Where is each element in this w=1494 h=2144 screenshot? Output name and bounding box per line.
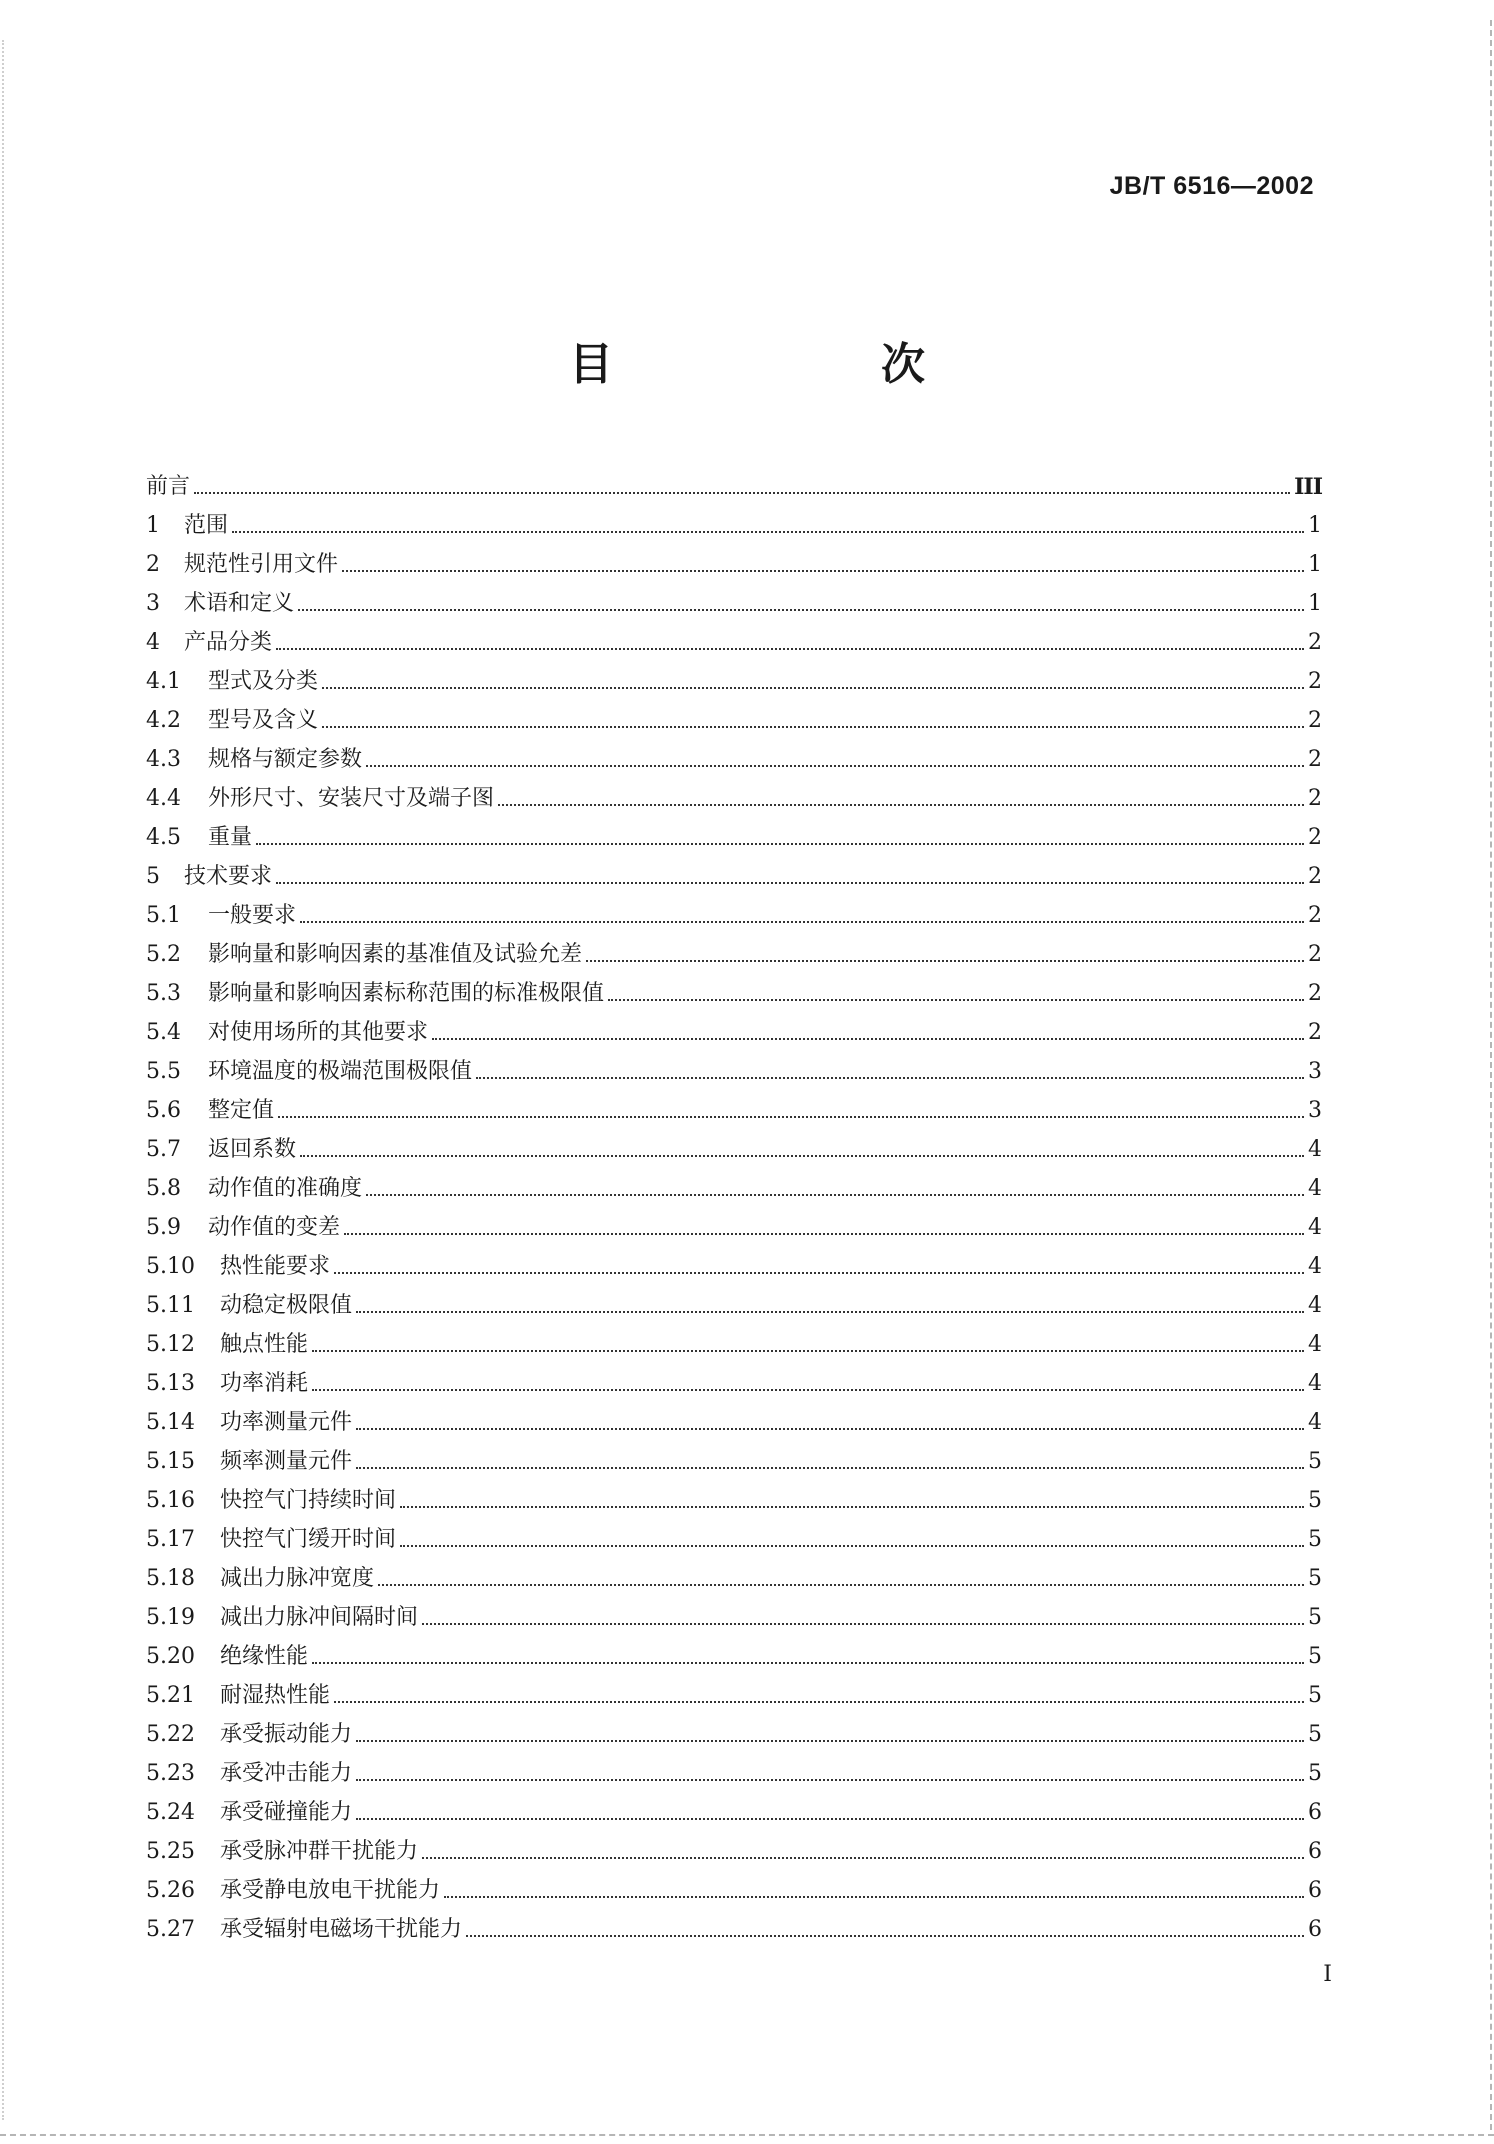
toc-leader-dots xyxy=(356,1779,1304,1781)
toc-leader-dots xyxy=(334,1701,1304,1703)
toc-entry-title: 型式及分类 xyxy=(208,669,319,694)
toc-entry-page: 1 xyxy=(1308,513,1322,538)
toc-entry-page: 5 xyxy=(1308,1644,1322,1669)
toc-leader-dots xyxy=(356,1818,1304,1820)
toc-entry-title: 承受辐射电磁场干扰能力 xyxy=(220,1917,463,1942)
toc-entry xyxy=(146,1554,1322,1593)
toc-entry-page: 2 xyxy=(1308,630,1322,655)
toc-leader-dots xyxy=(278,1116,1304,1118)
toc-entry-title: 承受冲击能力 xyxy=(220,1761,353,1786)
toc-entry-page: 5 xyxy=(1308,1488,1322,1513)
toc-entry-page: 4 xyxy=(1308,1371,1322,1396)
toc-leader-dots xyxy=(356,1740,1304,1742)
toc-entry-number: 5.6 xyxy=(146,1098,181,1123)
toc-entry xyxy=(146,774,1322,813)
standard-code: JB/T 6516—2002 xyxy=(1109,172,1314,200)
toc-entry-number: 5.3 xyxy=(146,981,181,1006)
toc-entry-title: 快控气门持续时间 xyxy=(220,1488,397,1513)
toc-entry-number: 4.3 xyxy=(146,747,181,772)
toc-leader-dots xyxy=(276,648,1304,650)
toc-leader-dots xyxy=(344,1233,1304,1235)
toc-leader-dots xyxy=(586,960,1304,962)
toc-entry-page: 2 xyxy=(1308,903,1322,928)
toc-leader-dots xyxy=(422,1623,1304,1625)
toc-entry-number: 3 xyxy=(146,591,160,616)
toc-entry xyxy=(146,969,1322,1008)
toc-entry-page: 6 xyxy=(1308,1878,1322,1903)
toc-entry xyxy=(146,1047,1322,1086)
toc-entry-title: 返回系数 xyxy=(208,1137,297,1162)
toc-entry-page: 5 xyxy=(1308,1605,1322,1630)
toc-leader-dots xyxy=(366,1194,1304,1196)
toc-leader-dots xyxy=(276,882,1304,884)
toc-leader-dots xyxy=(322,726,1304,728)
toc-entry-title: 环境温度的极端范围极限值 xyxy=(208,1059,473,1084)
toc-entry xyxy=(146,1437,1322,1476)
toc-entry xyxy=(146,1203,1322,1242)
toc-entry xyxy=(146,930,1322,969)
toc-entry-number: 5.11 xyxy=(146,1293,195,1318)
toc-entry-number: 5.17 xyxy=(146,1527,195,1552)
toc-entry xyxy=(146,813,1322,852)
toc-entry-number: 5 xyxy=(146,864,160,889)
toc-entry xyxy=(146,1749,1322,1788)
toc-entry xyxy=(146,735,1322,774)
toc-leader-dots xyxy=(312,1350,1304,1352)
toc-entry-title: 技术要求 xyxy=(184,864,273,889)
toc-entry-page: 5 xyxy=(1308,1527,1322,1552)
toc-entry-title: 承受振动能力 xyxy=(220,1722,353,1747)
toc-entry xyxy=(146,1359,1322,1398)
toc-entry-page: 4 xyxy=(1308,1293,1322,1318)
toc-leader-dots xyxy=(334,1272,1304,1274)
toc-entry-number: 4.4 xyxy=(146,786,181,811)
toc-entry xyxy=(146,1671,1322,1710)
toc-entry-page: 4 xyxy=(1308,1215,1322,1240)
toc-entry-page: 2 xyxy=(1308,825,1322,850)
toc-leader-dots xyxy=(356,1467,1304,1469)
toc-entry-number: 5.21 xyxy=(146,1683,195,1708)
toc-entry xyxy=(146,579,1322,618)
toc-entry-number: 5.19 xyxy=(146,1605,195,1630)
toc-entry-title: 绝缘性能 xyxy=(220,1644,309,1669)
toc-entry xyxy=(146,1125,1322,1164)
toc-entry-page: 4 xyxy=(1308,1176,1322,1201)
toc-entry-page: 5 xyxy=(1308,1566,1322,1591)
toc-entry-title: 触点性能 xyxy=(220,1332,309,1357)
toc-entry xyxy=(146,1788,1322,1827)
toc-entry xyxy=(146,1476,1322,1515)
toc-leader-dots xyxy=(256,843,1304,845)
toc-leader-dots xyxy=(342,570,1304,572)
toc-entry-title: 前言 xyxy=(146,474,191,499)
toc-entry-number: 2 xyxy=(146,552,160,577)
toc-entry-number: 5.4 xyxy=(146,1020,181,1045)
toc-leader-dots xyxy=(608,999,1304,1001)
toc-leader-dots xyxy=(322,687,1304,689)
toc-entry-number: 5.1 xyxy=(146,903,181,928)
toc-leader-dots xyxy=(498,804,1304,806)
toc-entry-title: 术语和定义 xyxy=(184,591,295,616)
toc-entry-title: 型号及含义 xyxy=(208,708,319,733)
toc-leader-dots xyxy=(232,531,1304,533)
toc-entry xyxy=(146,1593,1322,1632)
toc-entry-page: 6 xyxy=(1308,1800,1322,1825)
toc-entry-number: 4.1 xyxy=(146,669,181,694)
toc-entry-number: 4 xyxy=(146,630,160,655)
toc-entry-title: 功率测量元件 xyxy=(220,1410,353,1435)
toc-leader-dots xyxy=(194,492,1290,494)
toc-entry-page: 4 xyxy=(1308,1137,1322,1162)
toc-entry-title: 外形尺寸、安装尺寸及端子图 xyxy=(208,786,495,811)
toc-entry-number: 5.16 xyxy=(146,1488,195,1513)
toc-entry-number: 5.7 xyxy=(146,1137,181,1162)
toc-entry-title: 动作值的准确度 xyxy=(208,1176,363,1201)
toc-leader-dots xyxy=(356,1428,1304,1430)
toc-leader-dots xyxy=(466,1935,1304,1937)
toc-entry xyxy=(146,891,1322,930)
toc-entry xyxy=(146,657,1322,696)
toc-entry xyxy=(146,1710,1322,1749)
toc-leader-dots xyxy=(298,609,1304,611)
toc-entry-page: 1 xyxy=(1308,591,1322,616)
toc-entry-page: 2 xyxy=(1308,942,1322,967)
toc-entry-number: 5.15 xyxy=(146,1449,195,1474)
toc-entry-number: 5.10 xyxy=(146,1254,195,1279)
table-of-contents xyxy=(146,462,1322,1944)
toc-entry xyxy=(146,1008,1322,1047)
toc-entry-title: 承受脉冲群干扰能力 xyxy=(220,1839,419,1864)
toc-entry-page: 3 xyxy=(1308,1059,1322,1084)
toc-entry xyxy=(146,1242,1322,1281)
toc-entry-number: 5.8 xyxy=(146,1176,181,1201)
toc-entry xyxy=(146,1398,1322,1437)
toc-entry-title: 一般要求 xyxy=(208,903,297,928)
toc-entry-page: 4 xyxy=(1308,1410,1322,1435)
toc-leader-dots xyxy=(356,1311,1304,1313)
toc-entry-page: 4 xyxy=(1308,1332,1322,1357)
toc-leader-dots xyxy=(476,1077,1304,1079)
toc-entry-number: 5.18 xyxy=(146,1566,195,1591)
scan-edge-bottom xyxy=(0,2134,1494,2136)
toc-entry xyxy=(146,696,1322,735)
toc-entry xyxy=(146,1281,1322,1320)
toc-entry-number: 5.22 xyxy=(146,1722,195,1747)
toc-entry-title: 热性能要求 xyxy=(220,1254,331,1279)
toc-entry-title: 对使用场所的其他要求 xyxy=(208,1020,429,1045)
toc-entry-page: 2 xyxy=(1308,786,1322,811)
toc-entry-number: 5.9 xyxy=(146,1215,181,1240)
toc-entry-title: 影响量和影响因素标称范围的标准极限值 xyxy=(208,981,605,1006)
toc-entry-number: 4.2 xyxy=(146,708,181,733)
toc-entry-number: 5.5 xyxy=(146,1059,181,1084)
toc-entry-title: 承受碰撞能力 xyxy=(220,1800,353,1825)
toc-entry xyxy=(146,852,1322,891)
toc-leader-dots xyxy=(432,1038,1304,1040)
toc-title: 目 次 xyxy=(569,339,985,390)
toc-entry-title: 减出力脉冲宽度 xyxy=(220,1566,375,1591)
toc-entry-number: 4.5 xyxy=(146,825,181,850)
toc-entry xyxy=(146,501,1322,540)
toc-entry-title: 动稳定极限值 xyxy=(220,1293,353,1318)
toc-entry-number: 5.2 xyxy=(146,942,181,967)
toc-entry-number: 5.20 xyxy=(146,1644,195,1669)
toc-entry-title: 产品分类 xyxy=(184,630,273,655)
toc-entry xyxy=(146,1164,1322,1203)
toc-entry xyxy=(146,1866,1322,1905)
toc-entry-number: 5.14 xyxy=(146,1410,195,1435)
toc-entry-number: 1 xyxy=(146,513,160,538)
toc-entry-number: 5.27 xyxy=(146,1917,195,1942)
toc-entry-number: 5.12 xyxy=(146,1332,195,1357)
toc-entry-title: 快控气门缓开时间 xyxy=(220,1527,397,1552)
toc-entry-number: 5.24 xyxy=(146,1800,195,1825)
toc-entry-title: 规范性引用文件 xyxy=(184,552,339,577)
toc-entry-title: 功率消耗 xyxy=(220,1371,309,1396)
toc-leader-dots xyxy=(312,1662,1304,1664)
toc-entry-page: 5 xyxy=(1308,1683,1322,1708)
toc-entry xyxy=(146,1905,1322,1944)
toc-entry xyxy=(146,618,1322,657)
toc-entry-number: 5.13 xyxy=(146,1371,195,1396)
toc-entry xyxy=(146,540,1322,579)
toc-leader-dots xyxy=(366,765,1304,767)
page-number: I xyxy=(1323,1962,1332,1987)
toc-entry-number: 5.23 xyxy=(146,1761,195,1786)
toc-leader-dots xyxy=(400,1545,1304,1547)
toc-entry-title: 耐湿热性能 xyxy=(220,1683,331,1708)
toc-entry-page: 1 xyxy=(1308,552,1322,577)
toc-entry xyxy=(146,1827,1322,1866)
toc-entry-title: 规格与额定参数 xyxy=(208,747,363,772)
toc-entry-page: 5 xyxy=(1308,1722,1322,1747)
toc-entry xyxy=(146,1086,1322,1125)
toc-entry-title: 范围 xyxy=(184,513,229,538)
toc-entry-page: 2 xyxy=(1308,669,1322,694)
toc-entry-number: 5.25 xyxy=(146,1839,195,1864)
toc-entry-page: 2 xyxy=(1308,708,1322,733)
toc-entry-title: 动作值的变差 xyxy=(208,1215,341,1240)
toc-entry-page: 6 xyxy=(1308,1917,1322,1942)
toc-entry-number: 5.26 xyxy=(146,1878,195,1903)
toc-entry-title: 频率测量元件 xyxy=(220,1449,353,1474)
toc-entry-page: 3 xyxy=(1308,1098,1322,1123)
toc-entry xyxy=(146,462,1322,501)
toc-entry xyxy=(146,1320,1322,1359)
toc-entry-page: 2 xyxy=(1308,1020,1322,1045)
toc-leader-dots xyxy=(378,1584,1304,1586)
toc-entry-page: 6 xyxy=(1308,1839,1322,1864)
toc-leader-dots xyxy=(444,1896,1304,1898)
toc-entry-title: 承受静电放电干扰能力 xyxy=(220,1878,441,1903)
toc-entry xyxy=(146,1515,1322,1554)
toc-entry-title: 重量 xyxy=(208,825,253,850)
toc-leader-dots xyxy=(300,1155,1304,1157)
toc-entry-page: 5 xyxy=(1308,1761,1322,1786)
toc-entry-page: 2 xyxy=(1308,981,1322,1006)
toc-leader-dots xyxy=(300,921,1304,923)
toc-leader-dots xyxy=(312,1389,1304,1391)
toc-entry-title: 整定值 xyxy=(208,1098,275,1123)
toc-entry-title: 影响量和影响因素的基准值及试验允差 xyxy=(208,942,583,967)
toc-entry-page: 2 xyxy=(1308,864,1322,889)
toc-entry-title: 减出力脉冲间隔时间 xyxy=(220,1605,419,1630)
toc-entry-page: III xyxy=(1294,474,1322,500)
toc-entry xyxy=(146,1632,1322,1671)
toc-leader-dots xyxy=(422,1857,1304,1859)
toc-entry-page: 2 xyxy=(1308,747,1322,772)
toc-entry-page: 4 xyxy=(1308,1254,1322,1279)
toc-leader-dots xyxy=(400,1506,1304,1508)
toc-entry-page: 5 xyxy=(1308,1449,1322,1474)
